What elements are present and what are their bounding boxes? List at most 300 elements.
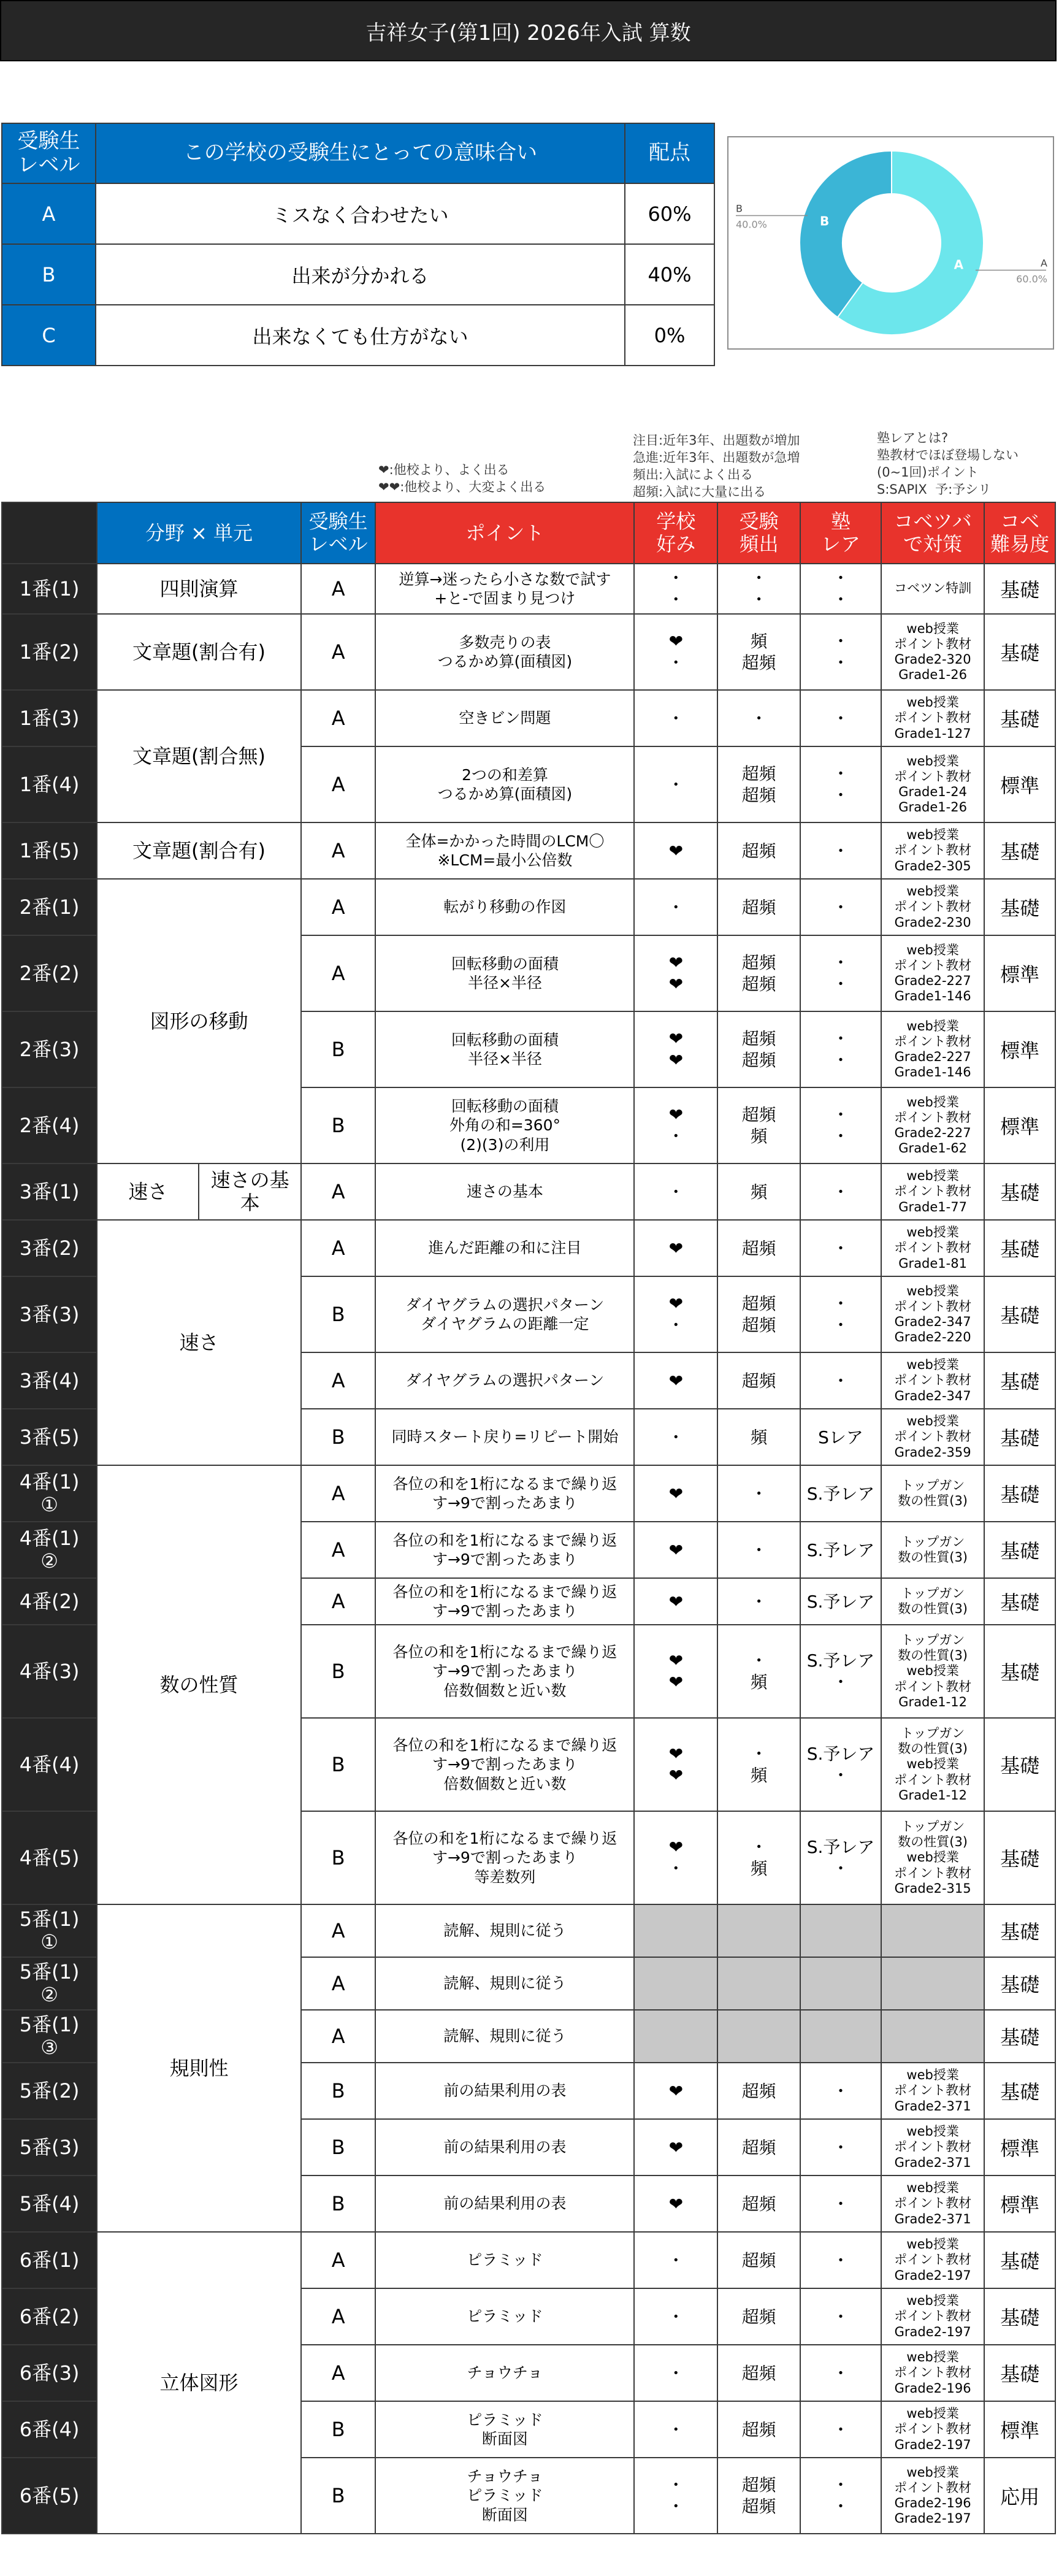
question-number-cell: 3番(3) (2, 1276, 97, 1352)
juku-rare-cell: ・ (800, 1352, 881, 1409)
level-cell: A (301, 1163, 376, 1220)
level-table (1, 123, 715, 366)
score-header: 配点 (625, 123, 714, 183)
kobetsuba-cell: web授業 ポイント教材 Grade2-371 (881, 2063, 984, 2119)
school-likes-cell: ❤ (634, 1522, 717, 1578)
level-cell: B (301, 1087, 376, 1163)
level-cell: B (301, 2401, 376, 2458)
table-row (2, 690, 1055, 746)
school-likes-cell: ・ ・ (634, 564, 717, 614)
school-likes-cell (634, 1957, 717, 2010)
frequency-cell: 超頻 超頻 (717, 746, 800, 822)
kobetsuba-cell: トップガン 数の性質(3) (881, 1465, 984, 1522)
kobetsuba-cell: web授業 ポイント教材 Grade2-197 (881, 2288, 984, 2345)
question-number-cell: 6番(5) (2, 2458, 97, 2534)
point-cell: ピラミッド 断面図 (375, 2401, 634, 2458)
point-cell: 各位の和を1桁になるまで繰り返 す→9で割ったあまり (375, 1578, 634, 1625)
point-cell: 読解、規則に従う (375, 1957, 634, 2010)
kobetsuba-cell (881, 2010, 984, 2063)
level-cell: A (301, 2345, 376, 2401)
kobetsuba-cell: web授業 ポイント教材 Grade2-320 Grade1-26 (881, 614, 984, 690)
school-likes-cell: ❤ (634, 1220, 717, 1276)
difficulty-cell: 基礎 (984, 1522, 1055, 1578)
level-cell: A (301, 746, 376, 822)
level-cell: B (2, 244, 96, 305)
juku-rare-cell: ・ (800, 2119, 881, 2175)
question-number-cell: 5番(3) (2, 2119, 97, 2175)
frequency-cell: ・ (717, 1465, 800, 1522)
difficulty-cell: 標準 (984, 1087, 1055, 1163)
difficulty-cell: 基礎 (984, 1904, 1055, 1957)
kobetsuba-cell: コベツン特訓 (881, 564, 984, 614)
heart-legend-note: ❤:他校より、よく出る ❤❤:他校より、大変よく出る (378, 462, 546, 494)
table-row (2, 1904, 1055, 1957)
frequency-cell: 超頻 (717, 2119, 800, 2175)
school-likes-cell: ・ (634, 2232, 717, 2288)
level-cell: A (301, 879, 376, 935)
difficulty-cell: 基礎 (984, 1578, 1055, 1625)
difficulty-cell: 基礎 (984, 1811, 1055, 1904)
header-frequency: 受験 頻出 (717, 502, 800, 564)
frequency-cell: 超頻 (717, 1352, 800, 1409)
kobetsuba-cell: トップガン 数の性質(3) (881, 1578, 984, 1625)
frequency-cell: 超頻 超頻 (717, 935, 800, 1011)
question-number-cell: 6番(1) (2, 2232, 97, 2288)
donut-outer-label-b: B (736, 202, 743, 215)
table-row (2, 614, 1055, 690)
frequency-cell: 超頻 (717, 1220, 800, 1276)
level-row (2, 305, 714, 366)
kobetsuba-cell: web授業 ポイント教材 Grade1-77 (881, 1163, 984, 1220)
rare-legend-note: 塾レアとは? 塾教材でほぼ登場しない (0~1回)ポイント S:SAPIX 予:予シリ (877, 431, 1019, 497)
question-number-cell: 4番(4) (2, 1718, 97, 1811)
level-cell: A (301, 690, 376, 746)
level-cell: A (301, 1352, 376, 1409)
question-number-cell: 6番(4) (2, 2401, 97, 2458)
point-cell: ダイヤグラムの選択パターン (375, 1352, 634, 1409)
frequency-cell: 超頻 (717, 2401, 800, 2458)
question-number-cell: 1番(3) (2, 690, 97, 746)
header-point: ポイント (375, 502, 634, 564)
level-cell: A (301, 2232, 376, 2288)
juku-rare-cell: ・ (800, 822, 881, 879)
difficulty-cell: 基礎 (984, 822, 1055, 879)
difficulty-cell: 基礎 (984, 1352, 1055, 1409)
question-number-cell: 2番(2) (2, 935, 97, 1011)
level-cell: B (301, 2063, 376, 2119)
difficulty-cell: 基礎 (984, 690, 1055, 746)
difficulty-cell: 基礎 (984, 1276, 1055, 1352)
difficulty-cell: 基礎 (984, 1409, 1055, 1465)
level-row (2, 183, 714, 244)
juku-rare-cell: ・ (800, 2175, 881, 2232)
juku-rare-cell: S.予レア (800, 1465, 881, 1522)
point-cell: 多数売りの表 つるかめ算(面積図) (375, 614, 634, 690)
score-donut-chart (727, 136, 1054, 350)
point-cell: 読解、規則に従う (375, 2010, 634, 2063)
kobetsuba-cell: web授業 ポイント教材 Grade2-359 (881, 1409, 984, 1465)
kobetsuba-cell: トップガン 数の性質(3) web授業 ポイント教材 Grade1-12 (881, 1718, 984, 1811)
school-likes-cell (634, 1904, 717, 1957)
score-cell: 0% (625, 305, 714, 366)
kobetsuba-cell: web授業 ポイント教材 Grade2-227 Grade1-146 (881, 1011, 984, 1087)
difficulty-cell: 基礎 (984, 2232, 1055, 2288)
level-cell: B (301, 1625, 376, 1718)
juku-rare-cell: ・ ・ (800, 935, 881, 1011)
bunya-cell: 規則性 (97, 1904, 301, 2232)
level-cell: A (301, 1957, 376, 2010)
point-cell: 速さの基本 (375, 1163, 634, 1220)
juku-rare-cell: Sレア (800, 1409, 881, 1465)
bunya-cell: 文章題(割合有) (97, 614, 301, 690)
kobetsuba-cell (881, 1957, 984, 2010)
kobetsuba-cell: web授業 ポイント教材 Grade2-347 Grade2-220 (881, 1276, 984, 1352)
school-likes-cell: ❤ (634, 1578, 717, 1625)
school-likes-cell: ❤ ❤ (634, 1718, 717, 1811)
school-likes-cell: ❤ (634, 2175, 717, 2232)
frequency-cell (717, 2010, 800, 2063)
bunya-cell: 文章題(割合有) (97, 822, 301, 879)
header-level: 受験生 レベル (301, 502, 376, 564)
school-likes-cell: ❤ (634, 2119, 717, 2175)
frequency-cell: ・ 頻 (717, 1625, 800, 1718)
table-row (2, 1220, 1055, 1276)
juku-rare-cell: ・ (800, 2401, 881, 2458)
level-cell: A (301, 1220, 376, 1276)
level-cell: B (301, 2458, 376, 2534)
school-likes-cell: ・ (634, 746, 717, 822)
point-cell: 回転移動の面積 半径×半径 (375, 935, 634, 1011)
question-number-cell: 3番(5) (2, 1409, 97, 1465)
frequency-cell: 超頻 超頻 (717, 1011, 800, 1087)
question-number-cell: 1番(2) (2, 614, 97, 690)
question-number-cell: 3番(1) (2, 1163, 97, 1220)
kobetsuba-cell: トップガン 数の性質(3) (881, 1522, 984, 1578)
bunya-cell: 数の性質 (97, 1465, 301, 1904)
frequency-cell: 超頻 超頻 (717, 2458, 800, 2534)
question-number-cell: 2番(3) (2, 1011, 97, 1087)
bunya-cell: 文章題(割合無) (97, 690, 301, 822)
frequency-cell: 超頻 (717, 2175, 800, 2232)
meaning-header: この学校の受験生にとっての意味合い (96, 123, 625, 183)
difficulty-cell: 基礎 (984, 1220, 1055, 1276)
difficulty-cell: 基礎 (984, 2345, 1055, 2401)
bunya-cell: 立体図形 (97, 2232, 301, 2534)
bunya-cell: 四則演算 (97, 564, 301, 614)
juku-rare-cell: ・ ・ (800, 746, 881, 822)
frequency-cell: 超頻 超頻 (717, 1276, 800, 1352)
school-likes-cell: ・ ・ (634, 2458, 717, 2534)
point-cell: 逆算→迷ったら小さな数で試す +と-で固まり見つけ (375, 564, 634, 614)
kobetsuba-cell: web授業 ポイント教材 Grade2-197 (881, 2401, 984, 2458)
school-likes-cell: ❤ (634, 1352, 717, 1409)
kobetsuba-cell: web授業 ポイント教材 Grade2-347 (881, 1352, 984, 1409)
level-row (2, 244, 714, 305)
kobetsuba-cell: web授業 ポイント教材 Grade1-24 Grade1-26 (881, 746, 984, 822)
kobetsuba-cell: トップガン 数の性質(3) web授業 ポイント教材 Grade2-315 (881, 1811, 984, 1904)
frequency-cell: 超頻 (717, 879, 800, 935)
frequency-cell: 超頻 (717, 2063, 800, 2119)
frequency-cell: ・ ・ (717, 564, 800, 614)
juku-rare-cell: S.予レア (800, 1522, 881, 1578)
level-cell: B (301, 1011, 376, 1087)
question-number-cell: 4番(1) ① (2, 1465, 97, 1522)
header-difficulty: コベ 難易度 (984, 502, 1055, 564)
kobetsuba-cell (881, 1904, 984, 1957)
school-likes-cell: ・ (634, 2401, 717, 2458)
difficulty-cell: 基礎 (984, 2288, 1055, 2345)
question-number-cell: 5番(1) ① (2, 1904, 97, 1957)
school-likes-cell: ❤ (634, 2063, 717, 2119)
level-cell: B (301, 1718, 376, 1811)
frequency-cell: 超頻 (717, 2288, 800, 2345)
frequency-legend-note: 注目:近年3年、出題数が増加 急進:近年3年、出題数が急増 頻出:入試によく出る 超頻:入試に大量に出る (633, 433, 800, 499)
school-likes-cell: ❤ (634, 1465, 717, 1522)
level-cell: A (301, 1578, 376, 1625)
table-row (2, 1465, 1055, 1522)
tangen-cell: 速さの基 本 (199, 1163, 300, 1220)
meaning-cell: 出来なくても仕方がない (96, 305, 625, 366)
bunya-cell: 速さ (97, 1220, 301, 1465)
school-likes-cell: ・ (634, 879, 717, 935)
difficulty-cell: 基礎 (984, 2010, 1055, 2063)
donut-outer-label-a: A (1041, 257, 1047, 269)
school-likes-cell: ❤ (634, 822, 717, 879)
question-number-cell: 1番(1) (2, 564, 97, 614)
point-cell: チョウチョ ピラミッド 断面図 (375, 2458, 634, 2534)
difficulty-cell: 標準 (984, 935, 1055, 1011)
kobetsuba-cell: web授業 ポイント教材 Grade2-230 (881, 879, 984, 935)
level-cell: A (301, 1522, 376, 1578)
page-title: 吉祥女子(第1回) 2026年入試 算数 (365, 20, 691, 45)
question-number-cell: 2番(4) (2, 1087, 97, 1163)
header-school-likes: 学校 好み (634, 502, 717, 564)
header-juku-rare: 塾 レア (800, 502, 881, 564)
frequency-cell: ・ 頻 (717, 1718, 800, 1811)
frequency-cell (717, 1957, 800, 2010)
kobetsuba-cell: web授業 ポイント教材 Grade2-227 Grade1-62 (881, 1087, 984, 1163)
juku-rare-cell: ・ (800, 1163, 881, 1220)
question-number-cell: 4番(5) (2, 1811, 97, 1904)
difficulty-cell: 標準 (984, 2119, 1055, 2175)
table-row (2, 879, 1055, 935)
juku-rare-cell: ・ (800, 2288, 881, 2345)
difficulty-cell: 基礎 (984, 1625, 1055, 1718)
school-likes-cell: ❤ ❤ (634, 935, 717, 1011)
score-cell: 60% (625, 183, 714, 244)
kobetsuba-cell: web授業 ポイント教材 Grade2-371 (881, 2119, 984, 2175)
point-cell: 前の結果利用の表 (375, 2175, 634, 2232)
point-cell: 各位の和を1桁になるまで繰り返 す→9で割ったあまり 倍数個数と近い数 (375, 1625, 634, 1718)
frequency-cell: ・ (717, 1578, 800, 1625)
frequency-cell (717, 1904, 800, 1957)
school-likes-cell: ❤ ・ (634, 1087, 717, 1163)
juku-rare-cell (800, 1957, 881, 2010)
question-number-cell: 4番(3) (2, 1625, 97, 1718)
level-cell: B (301, 2119, 376, 2175)
question-number-cell: 5番(1) ② (2, 1957, 97, 2010)
frequency-cell: 頻 超頻 (717, 614, 800, 690)
difficulty-cell: 応用 (984, 2458, 1055, 2534)
question-number-cell: 2番(1) (2, 879, 97, 935)
juku-rare-cell: ・ ・ (800, 1276, 881, 1352)
kobetsuba-cell: web授業 ポイント教材 Grade2-196 Grade2-197 (881, 2458, 984, 2534)
difficulty-cell: 基礎 (984, 1163, 1055, 1220)
level-cell: B (301, 2175, 376, 2232)
frequency-cell: 超頻 (717, 2345, 800, 2401)
question-number-cell: 5番(4) (2, 2175, 97, 2232)
frequency-cell: 頻 (717, 1163, 800, 1220)
level-cell: A (301, 614, 376, 690)
kobetsuba-cell: web授業 ポイント教材 Grade2-196 (881, 2345, 984, 2401)
difficulty-cell: 基礎 (984, 564, 1055, 614)
donut-inner-label-b: B (820, 213, 830, 229)
frequency-cell: ・ 頻 (717, 1811, 800, 1904)
frequency-cell: ・ (717, 690, 800, 746)
school-likes-cell: ❤ ・ (634, 614, 717, 690)
kobetsuba-cell: web授業 ポイント教材 Grade2-305 (881, 822, 984, 879)
frequency-cell: 超頻 頻 (717, 1087, 800, 1163)
page-title-bar (0, 0, 1057, 61)
difficulty-cell: 標準 (984, 2401, 1055, 2458)
frequency-cell: 超頻 (717, 822, 800, 879)
kobetsuba-cell: web授業 ポイント教材 Grade2-227 Grade1-146 (881, 935, 984, 1011)
juku-rare-cell: ・ (800, 2063, 881, 2119)
point-cell: ピラミッド (375, 2232, 634, 2288)
level-cell: A (301, 2010, 376, 2063)
question-number-cell: 5番(2) (2, 2063, 97, 2119)
frequency-cell: 超頻 (717, 2232, 800, 2288)
donut-outer-pct-a: 60.0% (1016, 273, 1047, 285)
bunya-cell: 速さ (97, 1163, 199, 1220)
header-bunya: 分野 × 単元 (97, 502, 301, 564)
difficulty-cell: 基礎 (984, 879, 1055, 935)
question-number-cell: 1番(4) (2, 746, 97, 822)
point-cell: ピラミッド (375, 2288, 634, 2345)
level-cell: B (301, 1811, 376, 1904)
school-likes-cell: ❤ ・ (634, 1276, 717, 1352)
juku-rare-cell: ・ ・ (800, 614, 881, 690)
level-cell: A (301, 1465, 376, 1522)
level-cell: A (2, 183, 96, 244)
frequency-cell: ・ (717, 1522, 800, 1578)
difficulty-cell: 基礎 (984, 614, 1055, 690)
question-number-cell: 5番(1) ③ (2, 2010, 97, 2063)
meaning-cell: 出来が分かれる (96, 244, 625, 305)
meaning-cell: ミスなく合わせたい (96, 183, 625, 244)
table-row (2, 2232, 1055, 2288)
kobetsuba-cell: web授業 ポイント教材 Grade1-127 (881, 690, 984, 746)
difficulty-cell: 標準 (984, 746, 1055, 822)
question-number-cell: 6番(2) (2, 2288, 97, 2345)
point-cell: 回転移動の面積 半径×半径 (375, 1011, 634, 1087)
kobetsuba-cell: web授業 ポイント教材 Grade2-197 (881, 2232, 984, 2288)
point-cell: 進んだ距離の和に注目 (375, 1220, 634, 1276)
kobetsuba-cell: web授業 ポイント教材 Grade2-371 (881, 2175, 984, 2232)
difficulty-cell: 標準 (984, 1011, 1055, 1087)
juku-rare-cell: ・ (800, 690, 881, 746)
point-cell: ダイヤグラムの選択パターン ダイヤグラムの距離一定 (375, 1276, 634, 1352)
difficulty-cell: 基礎 (984, 2063, 1055, 2119)
kobetsuba-cell: web授業 ポイント教材 Grade1-81 (881, 1220, 984, 1276)
level-cell: B (301, 1409, 376, 1465)
juku-rare-cell: ・ (800, 1220, 881, 1276)
point-cell: 同時スタート戻り=リピート開始 (375, 1409, 634, 1465)
school-likes-cell: ・ (634, 690, 717, 746)
level-header: 受験生 レベル (2, 123, 96, 183)
donut-outer-pct-b: 40.0% (736, 218, 767, 231)
difficulty-cell: 基礎 (984, 1957, 1055, 2010)
level-cell: A (301, 2288, 376, 2345)
school-likes-cell: ・ (634, 1409, 717, 1465)
juku-rare-cell: S.予レア ・ (800, 1811, 881, 1904)
juku-rare-cell: ・ (800, 879, 881, 935)
juku-rare-cell: ・ ・ (800, 1087, 881, 1163)
school-likes-cell: ❤ ❤ (634, 1625, 717, 1718)
question-number-cell: 4番(1) ② (2, 1522, 97, 1578)
question-number-cell: 3番(4) (2, 1352, 97, 1409)
point-cell: 各位の和を1桁になるまで繰り返 す→9で割ったあまり (375, 1522, 634, 1578)
juku-rare-cell (800, 2010, 881, 2063)
juku-rare-cell: ・ ・ (800, 2458, 881, 2534)
point-cell: チョウチョ (375, 2345, 634, 2401)
point-cell: 各位の和を1桁になるまで繰り返 す→9で割ったあまり (375, 1465, 634, 1522)
donut-inner-label-a: A (954, 257, 964, 272)
question-analysis-table (1, 502, 1056, 2534)
table-row (2, 564, 1055, 614)
point-cell: 全体=かかった時間のLCM〇 ※LCM=最小公倍数 (375, 822, 634, 879)
point-cell: 空きビン問題 (375, 690, 634, 746)
juku-rare-cell: S.予レア ・ (800, 1625, 881, 1718)
level-cell: A (301, 935, 376, 1011)
difficulty-cell: 基礎 (984, 1718, 1055, 1811)
point-cell: 読解、規則に従う (375, 1904, 634, 1957)
header-kobetsuba: コベツバ で対策 (881, 502, 984, 564)
point-cell: 各位の和を1桁になるまで繰り返 す→9で割ったあまり 等差数列 (375, 1811, 634, 1904)
juku-rare-cell: ・ ・ (800, 564, 881, 614)
juku-rare-cell: ・ (800, 2345, 881, 2401)
point-cell: 転がり移動の作図 (375, 879, 634, 935)
table-row (2, 1163, 1055, 1220)
point-cell: 前の結果利用の表 (375, 2119, 634, 2175)
level-cell: A (301, 822, 376, 879)
point-cell: 前の結果利用の表 (375, 2063, 634, 2119)
difficulty-cell: 標準 (984, 2175, 1055, 2232)
header-number (2, 502, 97, 564)
point-cell: 各位の和を1桁になるまで繰り返 す→9で割ったあまり 倍数個数と近い数 (375, 1718, 634, 1811)
level-cell: B (301, 1276, 376, 1352)
level-cell: C (2, 305, 96, 366)
level-cell: A (301, 1904, 376, 1957)
difficulty-cell: 基礎 (984, 1465, 1055, 1522)
juku-rare-cell: ・ (800, 2232, 881, 2288)
juku-rare-cell: S.予レア ・ (800, 1718, 881, 1811)
school-likes-cell: ❤ ❤ (634, 1011, 717, 1087)
school-likes-cell: ・ (634, 1163, 717, 1220)
table-row (2, 822, 1055, 879)
school-likes-cell: ・ (634, 2345, 717, 2401)
juku-rare-cell: ・ ・ (800, 1011, 881, 1087)
level-cell: A (301, 564, 376, 614)
school-likes-cell (634, 2010, 717, 2063)
score-cell: 40% (625, 244, 714, 305)
question-number-cell: 4番(2) (2, 1578, 97, 1625)
juku-rare-cell: S.予レア (800, 1578, 881, 1625)
school-likes-cell: ❤ ・ (634, 1811, 717, 1904)
kobetsuba-cell: トップガン 数の性質(3) web授業 ポイント教材 Grade1-12 (881, 1625, 984, 1718)
point-cell: 回転移動の面積 外角の和=360° (2)(3)の利用 (375, 1087, 634, 1163)
school-likes-cell: ・ (634, 2288, 717, 2345)
